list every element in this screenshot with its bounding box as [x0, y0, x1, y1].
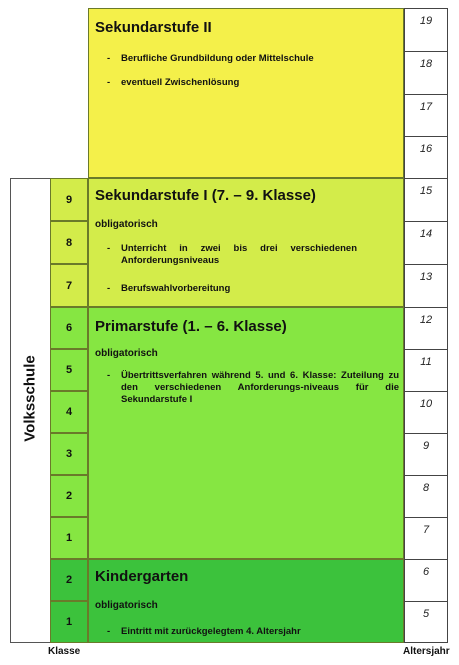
- age-17: 17: [404, 94, 448, 136]
- altersjahr-label: Altersjahr: [403, 646, 450, 657]
- age-9: 9: [404, 433, 448, 475]
- grade-2: 2: [50, 475, 88, 517]
- age-7: 7: [404, 517, 448, 559]
- grade-5: 5: [50, 349, 88, 391]
- age-18: 18: [404, 51, 448, 94]
- grade-1: 1: [50, 517, 88, 559]
- age-12: 12: [404, 307, 448, 349]
- kinder-block: [88, 559, 404, 643]
- sek2-item-1: - Berufliche Grundbildung oder Mittelschule: [107, 53, 314, 64]
- kg-grade-1: 1: [50, 601, 88, 643]
- grade-8: 8: [50, 221, 88, 264]
- age-6: 6: [404, 559, 448, 601]
- klasse-label: Klasse: [48, 646, 81, 657]
- primar-obligatory: obligatorisch: [95, 348, 158, 359]
- age-16: 16: [404, 136, 448, 178]
- age-10: 10: [404, 391, 448, 433]
- kinder-obligatory: obligatorisch: [95, 600, 158, 611]
- primar-block: [88, 307, 404, 559]
- primar-title: Primarstufe (1. – 6. Klasse): [95, 318, 287, 335]
- sek1-title: Sekundarstufe I (7. – 9. Klasse): [95, 187, 316, 204]
- primar-item-1: - Übertrittsverfahren während 5. und 6. Klasse: Zuteilung zu den verschiedenen Anforderungs-niveaus für die Sekundarstufe I: [107, 370, 399, 405]
- sek2-block: [88, 8, 404, 178]
- age-13: 13: [404, 264, 448, 307]
- sek2-title: Sekundarstufe II: [95, 19, 212, 36]
- sek1-block: [88, 178, 404, 307]
- kinder-title: Kindergarten: [95, 568, 189, 585]
- volksschule-label: Volksschule: [21, 355, 39, 442]
- grade-6: 6: [50, 307, 88, 349]
- sek1-item-1: - Unterricht in zwei bis drei verschiedenen Anforderungsniveaus: [107, 243, 357, 266]
- grade-3: 3: [50, 433, 88, 475]
- kinder-item-1: - Eintritt mit zurückgelegtem 4. Altersjahr: [107, 626, 301, 637]
- sek2-item-2: - eventuell Zwischenlösung: [107, 77, 240, 88]
- age-14: 14: [404, 221, 448, 264]
- sek1-obligatory: obligatorisch: [95, 219, 158, 230]
- sek1-item-2: - Berufswahlvorbereitung: [107, 283, 231, 294]
- grade-9: 9: [50, 178, 88, 221]
- age-19: 19: [404, 8, 448, 51]
- age-5: 5: [404, 601, 448, 643]
- age-11: 11: [404, 349, 448, 391]
- age-15: 15: [404, 178, 448, 221]
- age-8: 8: [404, 475, 448, 517]
- grade-4: 4: [50, 391, 88, 433]
- grade-7: 7: [50, 264, 88, 307]
- kg-grade-2: 2: [50, 559, 88, 601]
